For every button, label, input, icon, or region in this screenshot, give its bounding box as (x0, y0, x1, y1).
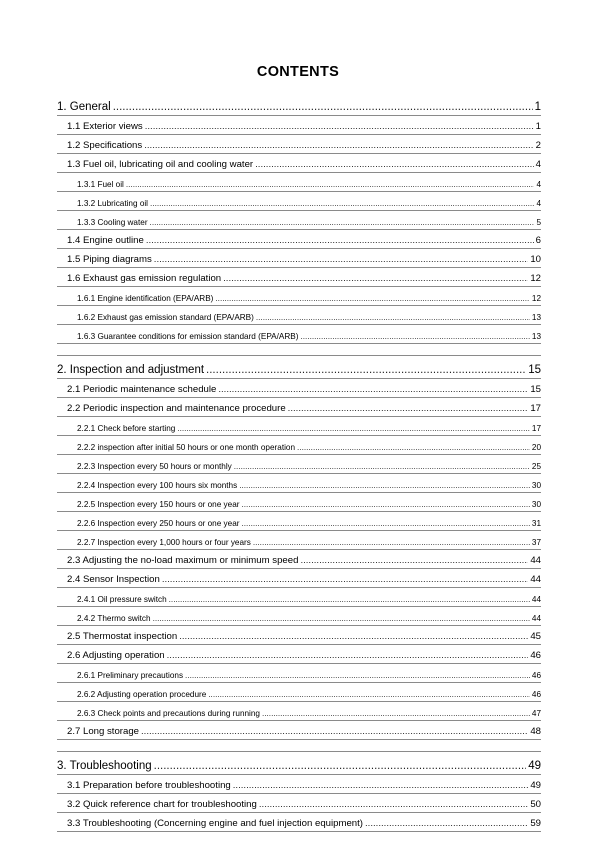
toc-entry-title: 1. General (57, 101, 111, 113)
toc-entry-page-number: 1 (534, 101, 541, 113)
dot-leader (126, 180, 535, 189)
toc-entry[interactable] (57, 645, 541, 664)
toc-entry-page-number: 6 (535, 235, 541, 246)
toc-entry[interactable] (57, 211, 541, 230)
toc-entry[interactable] (57, 531, 541, 550)
toc-entry[interactable] (57, 794, 541, 813)
toc-entry[interactable] (57, 588, 541, 607)
toc-entry-title: 1.3.2 Lubricating oil (77, 199, 149, 208)
toc-entry-title: 1.6 Exhaust gas emission regulation (67, 273, 222, 284)
toc-entry[interactable] (57, 417, 541, 436)
toc-entry[interactable] (57, 550, 541, 569)
dot-leader (223, 273, 528, 284)
dot-leader (146, 235, 534, 246)
dot-leader (233, 780, 529, 791)
toc-entry[interactable] (57, 192, 541, 211)
toc-entry-title: 2.2.1 Check before starting (77, 424, 176, 433)
toc-entry-title: 2.6.3 Check points and precautions during running (77, 709, 260, 718)
dot-leader (218, 384, 528, 395)
toc-entry[interactable] (57, 607, 541, 626)
toc-entry-title: 2.6 Adjusting operation (67, 650, 165, 661)
toc-entry[interactable] (57, 116, 541, 135)
dot-leader (206, 364, 526, 376)
dot-leader (145, 121, 534, 132)
toc-entry-page-number: 10 (530, 254, 541, 265)
dot-leader (113, 101, 533, 113)
dot-leader (300, 555, 528, 566)
toc-entry-title: 1.1 Exterior views (67, 121, 143, 132)
toc-entry-title: 2.6.2 Adjusting operation procedure (77, 690, 207, 699)
toc-entry[interactable] (57, 702, 541, 721)
toc-entry[interactable] (57, 813, 541, 832)
toc-entry-page-number: 2 (535, 140, 541, 151)
toc-entry-title: 3.3 Troubleshooting (Concerning engine and fuel injection equipment) (67, 818, 364, 829)
toc-entry-page-number: 30 (531, 500, 541, 509)
toc-entry[interactable] (57, 664, 541, 683)
toc-entry-title: 2.2 Periodic inspection and maintenance procedure (67, 403, 286, 414)
toc-entry-title: 1.3.3 Cooling water (77, 218, 148, 227)
dot-leader (141, 726, 528, 737)
toc-entry-title: 2. Inspection and adjustment (57, 364, 205, 376)
toc-entry-title: 1.3 Fuel oil, lubricating oil and cooling water (67, 159, 254, 170)
toc-entry[interactable] (57, 173, 541, 192)
toc-entry[interactable] (57, 135, 541, 154)
toc-entry-title: 1.6.1 Engine identification (EPA/ARB) (77, 294, 214, 303)
toc-entry-title: 1.4 Engine outline (67, 235, 144, 246)
dot-leader (288, 403, 529, 414)
toc-entry[interactable] (57, 569, 541, 588)
toc-entry-page-number: 48 (530, 726, 541, 737)
dot-leader (300, 332, 529, 341)
dot-leader (150, 199, 534, 208)
toc-entry-page-number: 44 (531, 614, 541, 623)
toc-entry-title: 2.6.1 Preliminary precautions (77, 671, 184, 680)
toc-entry[interactable] (57, 356, 541, 379)
toc-entry[interactable] (57, 493, 541, 512)
toc-entry-page-number: 25 (531, 462, 541, 471)
toc-entry-page-number: 20 (531, 443, 541, 452)
toc-entry-title: 2.1 Periodic maintenance schedule (67, 384, 217, 395)
dot-leader (153, 614, 530, 623)
toc-entry-page-number: 45 (530, 631, 541, 642)
toc-entry[interactable] (57, 436, 541, 455)
toc-entry-title: 2.5 Thermostat inspection (67, 631, 178, 642)
dot-leader (162, 574, 529, 585)
dot-leader (255, 159, 534, 170)
toc-entry[interactable] (57, 249, 541, 268)
toc-entry-page-number: 13 (531, 332, 541, 341)
toc-entry-page-number: 12 (531, 294, 541, 303)
dot-leader (167, 650, 529, 661)
toc-entry-title: 2.2.2 inspection after initial 50 hours or one month operation (77, 443, 296, 452)
toc-entry-page-number: 12 (530, 273, 541, 284)
toc-entry[interactable] (57, 268, 541, 287)
dot-leader (259, 799, 528, 810)
toc-entry-title: 2.2.6 Inspection every 250 hours or one year (77, 519, 240, 528)
dot-leader (150, 218, 535, 227)
toc-entry-page-number: 4 (536, 180, 541, 189)
toc-entry[interactable] (57, 775, 541, 794)
toc-entry-title: 1.6.3 Guarantee conditions for emission standard (EPA/ARB) (77, 332, 299, 341)
dot-leader (144, 140, 533, 151)
toc-entry-title: 2.4 Sensor Inspection (67, 574, 160, 585)
toc-entry-title: 2.4.1 Oil pressure switch (77, 595, 167, 604)
toc-entry-title: 1.2 Specifications (67, 140, 143, 151)
dot-leader (234, 462, 530, 471)
toc-entry-page-number: 17 (531, 424, 541, 433)
toc-entry-title: 2.3 Adjusting the no-load maximum or minimum speed (67, 555, 299, 566)
dot-leader (179, 631, 528, 642)
toc-entry[interactable] (57, 721, 541, 740)
toc-entry-title: 2.2.4 Inspection every 100 hours six months (77, 481, 238, 490)
toc-entry-title: 2.2.3 Inspection every 50 hours or monthly (77, 462, 232, 471)
toc-entry-page-number: 49 (528, 760, 541, 772)
toc-entry-page-number: 46 (530, 650, 541, 661)
toc-entry[interactable] (57, 154, 541, 173)
toc-entry-page-number: 4 (536, 199, 541, 208)
toc-entry[interactable] (57, 512, 541, 531)
toc-entry[interactable] (57, 379, 541, 398)
section-divider (57, 344, 541, 356)
dot-leader (177, 424, 530, 433)
dot-leader (242, 500, 530, 509)
dot-leader (169, 595, 530, 604)
toc-entry[interactable] (57, 683, 541, 702)
toc-entry-title: 2.7 Long storage (67, 726, 140, 737)
toc-entry[interactable] (57, 325, 541, 344)
toc-entry[interactable] (57, 306, 541, 325)
table-of-contents (57, 93, 541, 832)
toc-entry[interactable] (57, 398, 541, 417)
toc-entry-page-number: 5 (536, 218, 541, 227)
toc-entry-page-number: 50 (530, 799, 541, 810)
toc-entry-page-number: 13 (531, 313, 541, 322)
dot-leader (262, 709, 530, 718)
section-divider (57, 740, 541, 752)
dot-leader (242, 519, 530, 528)
toc-entry-page-number: 46 (531, 690, 541, 699)
dot-leader (253, 538, 530, 547)
toc-entry[interactable] (57, 455, 541, 474)
toc-entry-title: 1.6.2 Exhaust gas emission standard (EPA/ARB) (77, 313, 254, 322)
toc-entry-page-number: 44 (530, 555, 541, 566)
toc-entry-page-number: 4 (535, 159, 541, 170)
toc-entry-page-number: 15 (530, 384, 541, 395)
dot-leader (239, 481, 530, 490)
dot-leader (256, 313, 530, 322)
toc-entry[interactable] (57, 752, 541, 775)
toc-entry-page-number: 17 (530, 403, 541, 414)
toc-entry-title: 2.2.5 Inspection every 150 hours or one year (77, 500, 240, 509)
toc-entry[interactable] (57, 287, 541, 306)
toc-entry-page-number: 44 (531, 595, 541, 604)
toc-entry-page-number: 37 (531, 538, 541, 547)
toc-entry[interactable] (57, 626, 541, 645)
toc-entry-page-number: 44 (530, 574, 541, 585)
toc-entry-title: 1.5 Piping diagrams (67, 254, 152, 265)
toc-entry[interactable] (57, 474, 541, 493)
dot-leader (365, 818, 528, 829)
dot-leader (215, 294, 530, 303)
dot-leader (208, 690, 530, 699)
toc-entry-page-number: 59 (530, 818, 541, 829)
toc-entry-title: 3.1 Preparation before troubleshooting (67, 780, 231, 791)
toc-entry-page-number: 49 (530, 780, 541, 791)
toc-entry-page-number: 15 (528, 364, 541, 376)
toc-entry-page-number: 47 (531, 709, 541, 718)
toc-entry-page-number: 31 (531, 519, 541, 528)
toc-entry-page-number: 30 (531, 481, 541, 490)
toc-entry-title: 2.4.2 Thermo switch (77, 614, 151, 623)
dot-leader (154, 254, 529, 265)
toc-entry[interactable] (57, 230, 541, 249)
toc-entry-page-number: 1 (535, 121, 541, 132)
toc-entry-title: 3.2 Quick reference chart for troubleshooting (67, 799, 257, 810)
dot-leader (185, 671, 530, 680)
toc-entry-title: 3. Troubleshooting (57, 760, 152, 772)
dot-leader (297, 443, 530, 452)
toc-entry[interactable] (57, 93, 541, 116)
page-title: CONTENTS (256, 64, 340, 80)
dot-leader (154, 760, 527, 772)
toc-entry-title: 2.2.7 Inspection every 1,000 hours or four years (77, 538, 251, 547)
toc-entry-title: 1.3.1 Fuel oil (77, 180, 124, 189)
toc-entry-page-number: 46 (531, 671, 541, 680)
